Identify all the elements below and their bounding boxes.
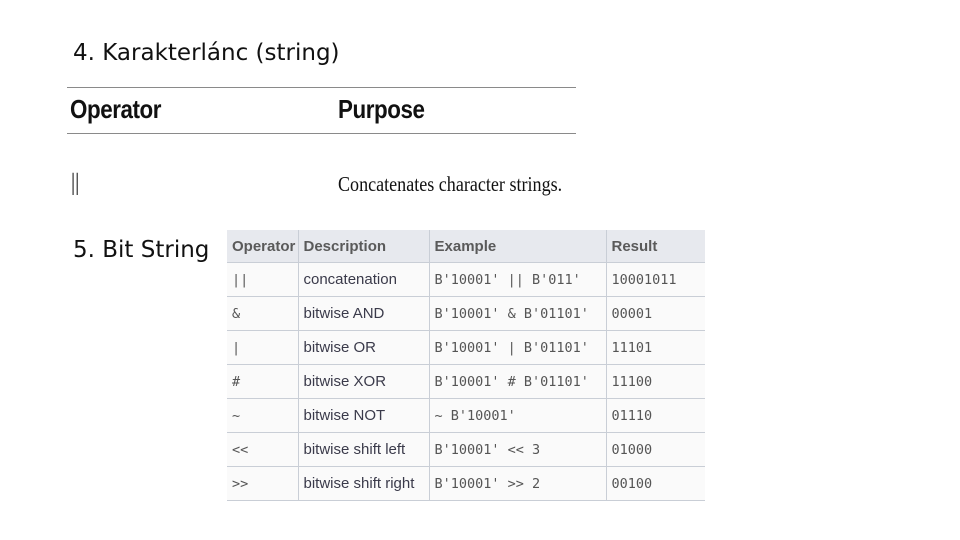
example-cell: B'10001' & B'01101': [429, 297, 606, 331]
operator-cell: |: [227, 331, 298, 365]
section-heading-string: 4. Karakterlánc (string): [73, 40, 340, 66]
description-cell: concatenation: [298, 263, 429, 297]
example-cell: B'10001' || B'011': [429, 263, 606, 297]
description-cell: bitwise shift right: [298, 467, 429, 501]
description-cell: bitwise OR: [298, 331, 429, 365]
result-cell: 11100: [606, 365, 705, 399]
table-row: [227, 297, 705, 331]
result-cell: 01000: [606, 433, 705, 467]
string-operator-table: [67, 86, 576, 206]
header-result: Result: [606, 230, 705, 263]
example-cell: B'10001' << 3: [429, 433, 606, 467]
table-row: [227, 433, 705, 467]
string-operator-cell: ||: [71, 170, 80, 196]
operator-cell: ||: [227, 263, 298, 297]
result-cell: 00001: [606, 297, 705, 331]
bit-string-operator-table: [227, 230, 705, 501]
table-row: [227, 365, 705, 399]
example-cell: B'10001' >> 2: [429, 467, 606, 501]
result-cell: 11101: [606, 331, 705, 365]
operator-cell: >>: [227, 467, 298, 501]
description-cell: bitwise XOR: [298, 365, 429, 399]
description-cell: bitwise shift left: [298, 433, 429, 467]
table-header-rule: [67, 133, 576, 134]
description-cell: bitwise NOT: [298, 399, 429, 433]
operator-cell: #: [227, 365, 298, 399]
header-purpose: Purpose: [338, 94, 425, 124]
operator-cell: <<: [227, 433, 298, 467]
string-purpose-cell: Concatenates character strings.: [338, 172, 563, 196]
result-cell: 00100: [606, 467, 705, 501]
example-cell: B'10001' | B'01101': [429, 331, 606, 365]
example-cell: B'10001' # B'01101': [429, 365, 606, 399]
example-cell: ~ B'10001': [429, 399, 606, 433]
table-row: [227, 467, 705, 501]
header-description: Description: [298, 230, 429, 263]
header-operator: Operator: [227, 230, 298, 263]
result-cell: 01110: [606, 399, 705, 433]
table-row: [227, 331, 705, 365]
header-operator: Operator: [70, 94, 161, 124]
operator-cell: &: [227, 297, 298, 331]
operator-cell: ~: [227, 399, 298, 433]
description-cell: bitwise AND: [298, 297, 429, 331]
table-top-rule: [67, 87, 576, 88]
section-heading-bit-string: 5. Bit String: [73, 237, 210, 263]
header-example: Example: [429, 230, 606, 263]
table-row: [227, 399, 705, 433]
result-cell: 10001011: [606, 263, 705, 297]
table-row: [227, 263, 705, 297]
table-header-row: [227, 230, 705, 263]
